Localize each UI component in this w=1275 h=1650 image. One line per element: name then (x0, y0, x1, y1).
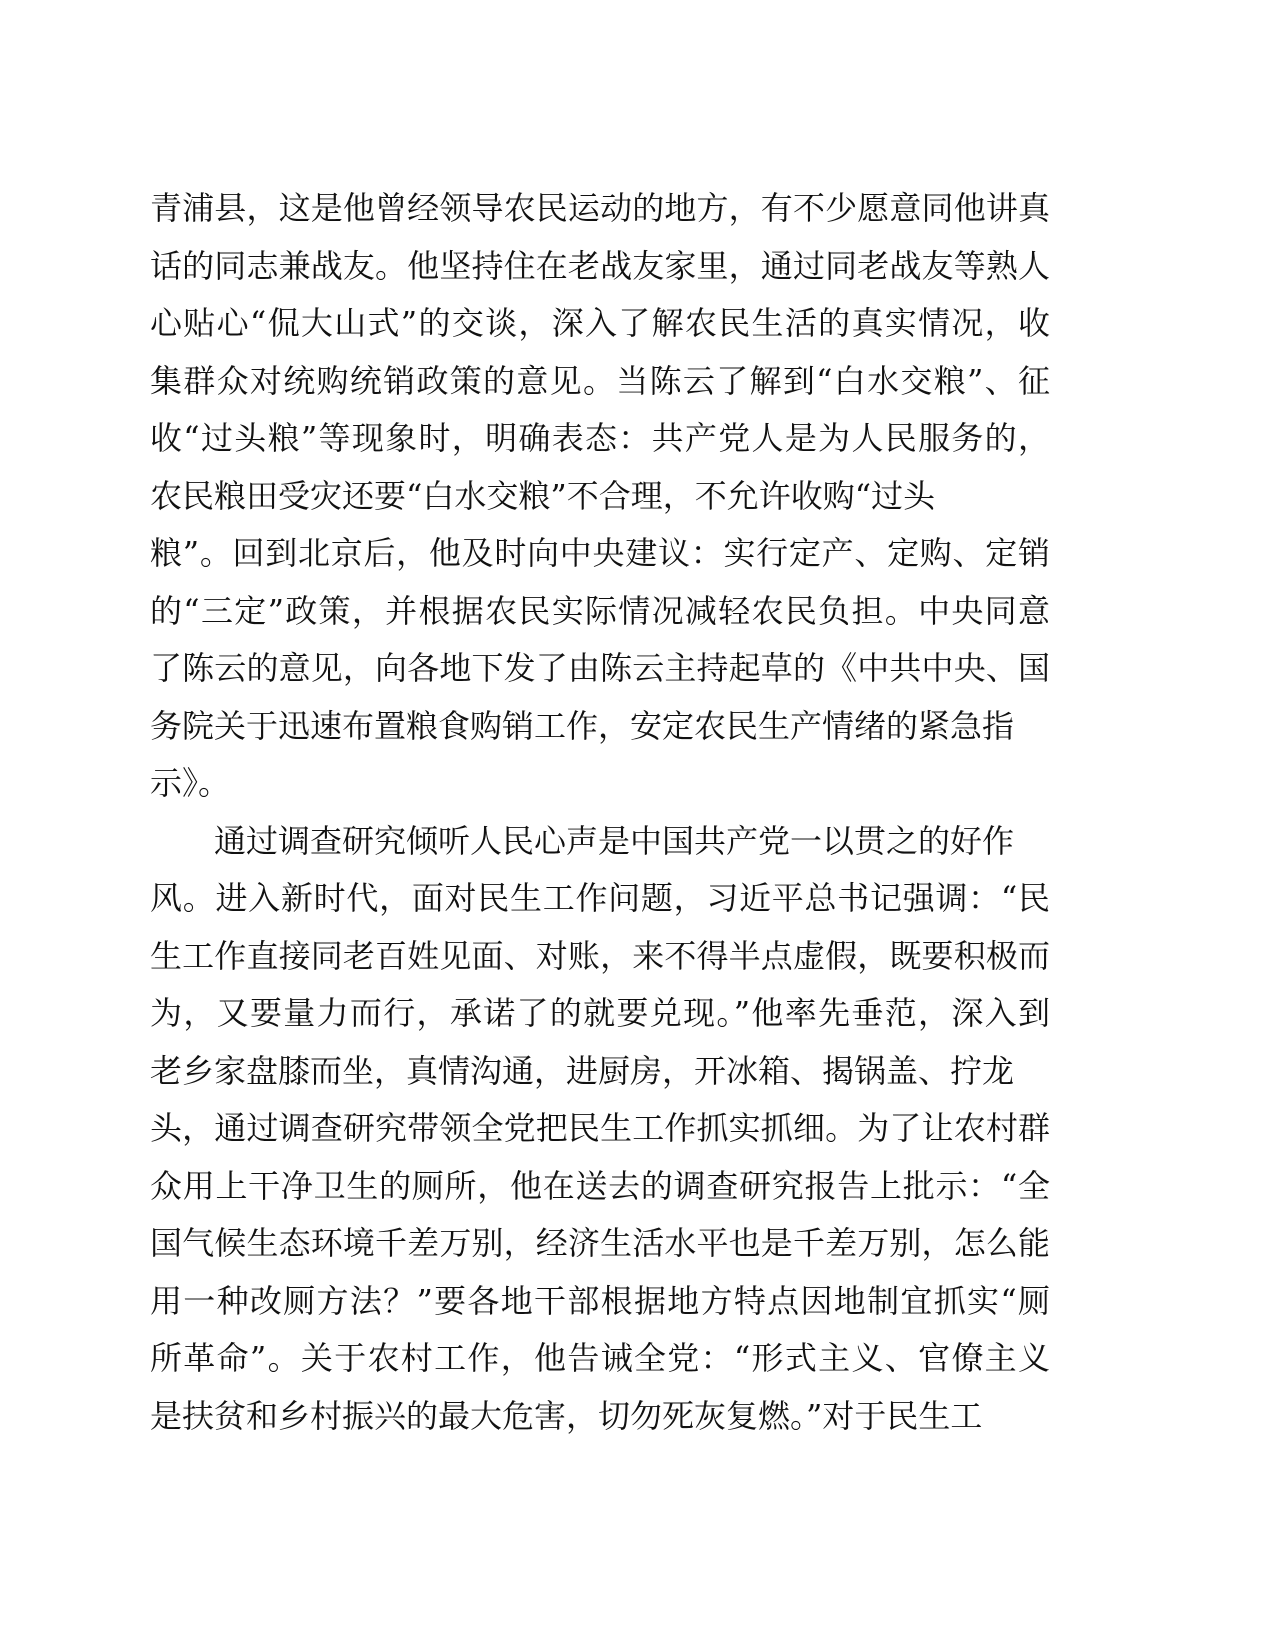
paragraph-start-line: 通过调查研究倾听人民心声是中国共产党一以贯之的好作 (214, 821, 1015, 860)
text-line: 所革命”。关于农村工作，他告诫全党：“形式主义、官僚主义 (150, 1339, 1050, 1377)
text-line: 收“过头粮”等现象时，明确表态：共产党人是为人民服务的， (150, 419, 1050, 457)
text-line: 用一种改厕方法？”要各地干部根据地方特点因地制宜抓实“厕 (150, 1281, 1050, 1320)
text-line: 风。进入新时代，面对民生工作问题，习近平总书记强调：“民 (150, 879, 1050, 917)
text-line: 的“三定”政策，并根据农民实际情况减轻农民负担。中央同意 (150, 591, 1050, 630)
text-line: 粮”。回到北京后，他及时向中央建议：实行定产、定购、定销 (150, 534, 1050, 572)
text-line: 老乡家盘膝而坐，真情沟通，进厨房，开冰箱、揭锅盖、拧龙 (150, 1051, 1015, 1090)
text-line: 集群众对统购统销政策的意见。当陈云了解到“白水交粮”、征 (150, 361, 1050, 400)
text-line: 了陈云的意见，向各地下发了由陈云主持起草的《中共中央、国 (150, 649, 1050, 687)
text-line: 众用上干净卫生的厕所，他在送去的调查研究报告上批示：“全 (150, 1166, 1050, 1205)
text-line: 农民粮田受灾还要“白水交粮”不合理，不允许收购“过头 (150, 476, 936, 515)
text-line: 国气候生态环境千差万别，经济生活水平也是千差万别，怎么能 (150, 1224, 1050, 1262)
text-line: 生工作直接同老百姓见面、对账，来不得半点虚假，既要积极而 (150, 936, 1050, 975)
text-line: 头，通过调查研究带领全党把民生工作抓实抓细。为了让农村群 (150, 1109, 1050, 1147)
text-line: 示》。 (150, 764, 231, 802)
text-line: 青浦县，这是他曾经领导农民运动的地方，有不少愿意同他讲真 (150, 189, 1050, 227)
text-line: 话的同志兼战友。他坚持住在老战友家里，通过同老战友等熟人 (150, 246, 1050, 285)
text-line: 为，又要量力而行，承诺了的就要兑现。”他率先垂范，深入到 (150, 994, 1050, 1032)
text-line: 务院关于迅速布置粮食购销工作，安定农民生产情绪的紧急指 (150, 706, 1015, 745)
text-line: 是扶贫和乡村振兴的最大危害，切勿死灰复燃。”对于民生工 (150, 1396, 983, 1435)
text-line: 心贴心“侃大山式”的交谈，深入了解农民生活的真实情况，收 (150, 304, 1050, 342)
body-text (150, 180, 1050, 1445)
